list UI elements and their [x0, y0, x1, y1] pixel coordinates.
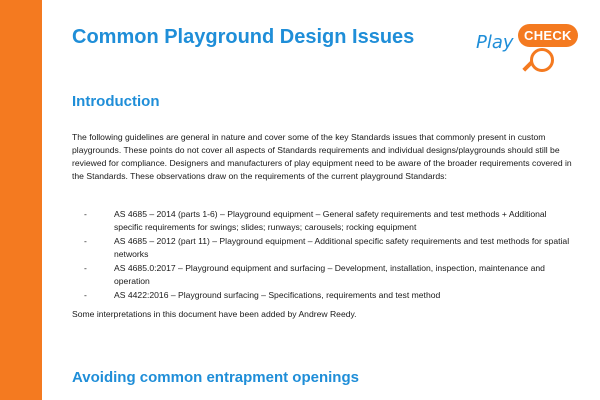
list-bullet: - [84, 290, 87, 300]
entrapment-heading: Avoiding common entrapment openings [72, 369, 359, 386]
document-title: Common Playground Design Issues [72, 26, 415, 48]
list-item-text: AS 4685.0:2017 – Playground equipment and surfacing – Development, installation, inspection, maintenance and operation [114, 263, 545, 286]
accent-bar [0, 0, 42, 400]
list-item-text: AS 4685 – 2012 (part 11) – Playground equipment – Additional specific safety requirements and test methods for spatial networks [114, 236, 570, 259]
logo-word-check: CHECK [518, 24, 578, 47]
list-bullet: - [84, 236, 87, 246]
list-item-text: AS 4422:2016 – Playground surfacing – Specifications, requirements and test method [114, 290, 441, 300]
standards-list [84, 208, 574, 303]
list-item [84, 289, 574, 302]
introduction-paragraph: The following guidelines are general in nature and cover some of the key Standards issues that commonly present in custom playgrounds. These points do not cover all aspects of Standards requirements and individual designs/playgrounds should still be reviewed for compliance. Designers and manufacturers of play equipment need to be aware of the broader requirements covered in the Standards. These observations draw on the requirements of the current playground Standards: [72, 132, 572, 181]
interpretation-note: Some interpretations in this document have been added by Andrew Reedy. [72, 309, 357, 319]
magnifier-icon [530, 48, 554, 72]
list-bullet: - [84, 263, 87, 273]
playcheck-logo [474, 22, 592, 72]
list-item-text: AS 4685 – 2014 (parts 1-6) – Playground equipment – General safety requirements and test methods + Additional specific requirements for swings; slides; runways; carousels; rocking equipment [114, 209, 547, 232]
logo-word-play: Play [476, 32, 514, 53]
list-bullet: - [84, 209, 87, 219]
list-item [84, 208, 574, 234]
list-item [84, 235, 574, 261]
introduction-heading: Introduction [72, 93, 160, 110]
list-item [84, 262, 574, 288]
